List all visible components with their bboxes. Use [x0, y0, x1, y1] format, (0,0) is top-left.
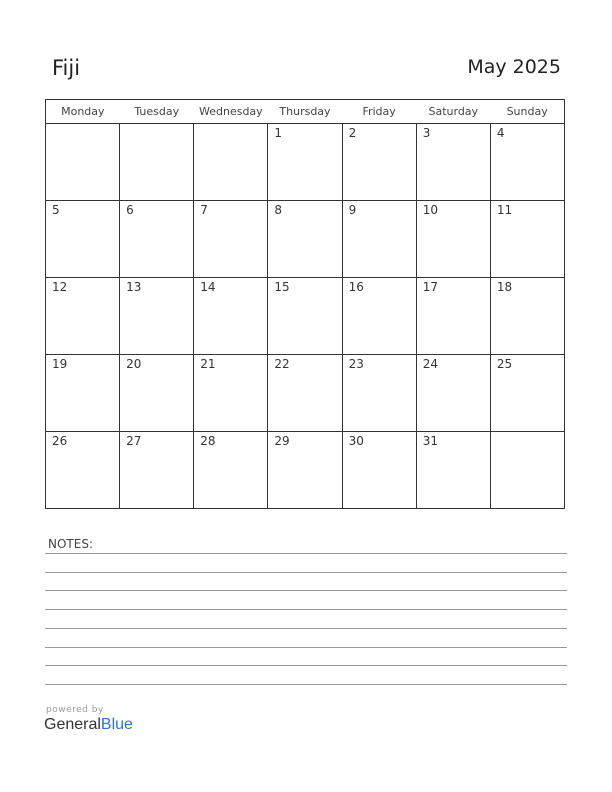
day-cell	[490, 124, 564, 201]
day-number: 21	[200, 357, 216, 371]
day-cell	[120, 432, 194, 509]
powered-by-text: powered by	[46, 705, 104, 715]
day-number: 31	[422, 434, 438, 448]
day-number	[491, 432, 564, 434]
country-title: Fiji	[52, 56, 81, 80]
day-number: 1	[274, 126, 283, 140]
note-line	[45, 572, 567, 573]
day-cell	[120, 278, 194, 355]
day-cell	[268, 124, 342, 201]
note-line	[45, 628, 567, 629]
day-cell	[342, 355, 416, 432]
note-line	[45, 590, 567, 591]
day-number: 14	[200, 280, 216, 294]
day-cell	[194, 355, 268, 432]
note-line	[45, 665, 567, 666]
note-line	[45, 553, 567, 554]
day-number: 29	[274, 434, 290, 448]
day-number: 7	[200, 203, 208, 217]
day-cell	[46, 124, 120, 201]
day-cell	[46, 278, 120, 355]
day-number	[194, 124, 267, 126]
day-cell	[416, 201, 490, 278]
day-cell	[120, 201, 194, 278]
day-cell	[120, 124, 194, 201]
day-number: 5	[52, 203, 60, 217]
day-number: 13	[126, 280, 142, 294]
week-row	[46, 124, 565, 201]
weekday-header: Wednesday	[194, 100, 268, 124]
day-number: 2	[348, 126, 357, 140]
week-row	[46, 201, 565, 278]
calendar-grid	[45, 99, 565, 509]
day-cell	[342, 278, 416, 355]
day-number: 25	[496, 357, 513, 371]
day-cell	[46, 201, 120, 278]
day-number: 8	[274, 203, 283, 217]
day-number: 16	[348, 280, 364, 294]
day-number	[46, 124, 119, 126]
day-number: 27	[126, 434, 142, 448]
day-cell	[268, 432, 342, 509]
day-number: 15	[274, 280, 290, 294]
day-number: 28	[200, 434, 216, 448]
weekday-header: Thursday	[268, 100, 342, 124]
day-cell	[268, 278, 342, 355]
note-line	[45, 609, 567, 610]
day-cell	[416, 278, 490, 355]
day-number: 30	[348, 434, 364, 448]
note-line	[45, 684, 567, 685]
day-cell	[490, 355, 564, 432]
week-row	[46, 432, 565, 509]
weekday-header: Monday	[46, 100, 120, 124]
day-number: 4	[496, 126, 505, 140]
day-cell	[194, 201, 268, 278]
day-number: 26	[52, 434, 68, 448]
week-row	[46, 355, 565, 432]
day-number: 12	[52, 280, 68, 294]
day-number: 19	[52, 357, 68, 371]
brand-blue: Blue	[100, 716, 133, 733]
weekday-header: Sunday	[490, 100, 564, 124]
day-cell	[268, 201, 342, 278]
day-number	[120, 124, 193, 126]
notes-label: NOTES:	[48, 537, 93, 551]
day-cell	[342, 432, 416, 509]
day-cell	[194, 278, 268, 355]
brand-logo	[44, 716, 133, 734]
day-cell	[46, 432, 120, 509]
brand-general: General	[44, 716, 101, 733]
day-cell	[416, 124, 490, 201]
day-cell	[268, 355, 342, 432]
day-number: 11	[496, 203, 513, 217]
weekday-header: Tuesday	[120, 100, 194, 124]
day-cell	[342, 124, 416, 201]
day-cell	[342, 201, 416, 278]
weekday-header: Friday	[342, 100, 416, 124]
day-number: 17	[422, 280, 438, 294]
month-year-title: May 2025	[467, 56, 561, 78]
day-number: 9	[348, 203, 357, 217]
day-cell	[194, 124, 268, 201]
note-line	[45, 647, 567, 648]
weekday-header-row	[46, 100, 565, 124]
day-cell	[416, 432, 490, 509]
day-number: 24	[422, 357, 438, 371]
day-number: 18	[496, 280, 513, 294]
weekday-header: Saturday	[416, 100, 490, 124]
day-number: 23	[348, 357, 364, 371]
day-cell	[490, 278, 564, 355]
week-row	[46, 278, 565, 355]
day-cell	[46, 355, 120, 432]
day-number: 10	[422, 203, 438, 217]
day-cell	[120, 355, 194, 432]
day-cell	[490, 201, 564, 278]
day-cell	[490, 432, 564, 509]
day-cell	[416, 355, 490, 432]
day-number: 6	[126, 203, 134, 217]
day-number: 22	[274, 357, 290, 371]
day-number: 20	[126, 357, 142, 371]
day-cell	[194, 432, 268, 509]
day-number: 3	[422, 126, 431, 140]
